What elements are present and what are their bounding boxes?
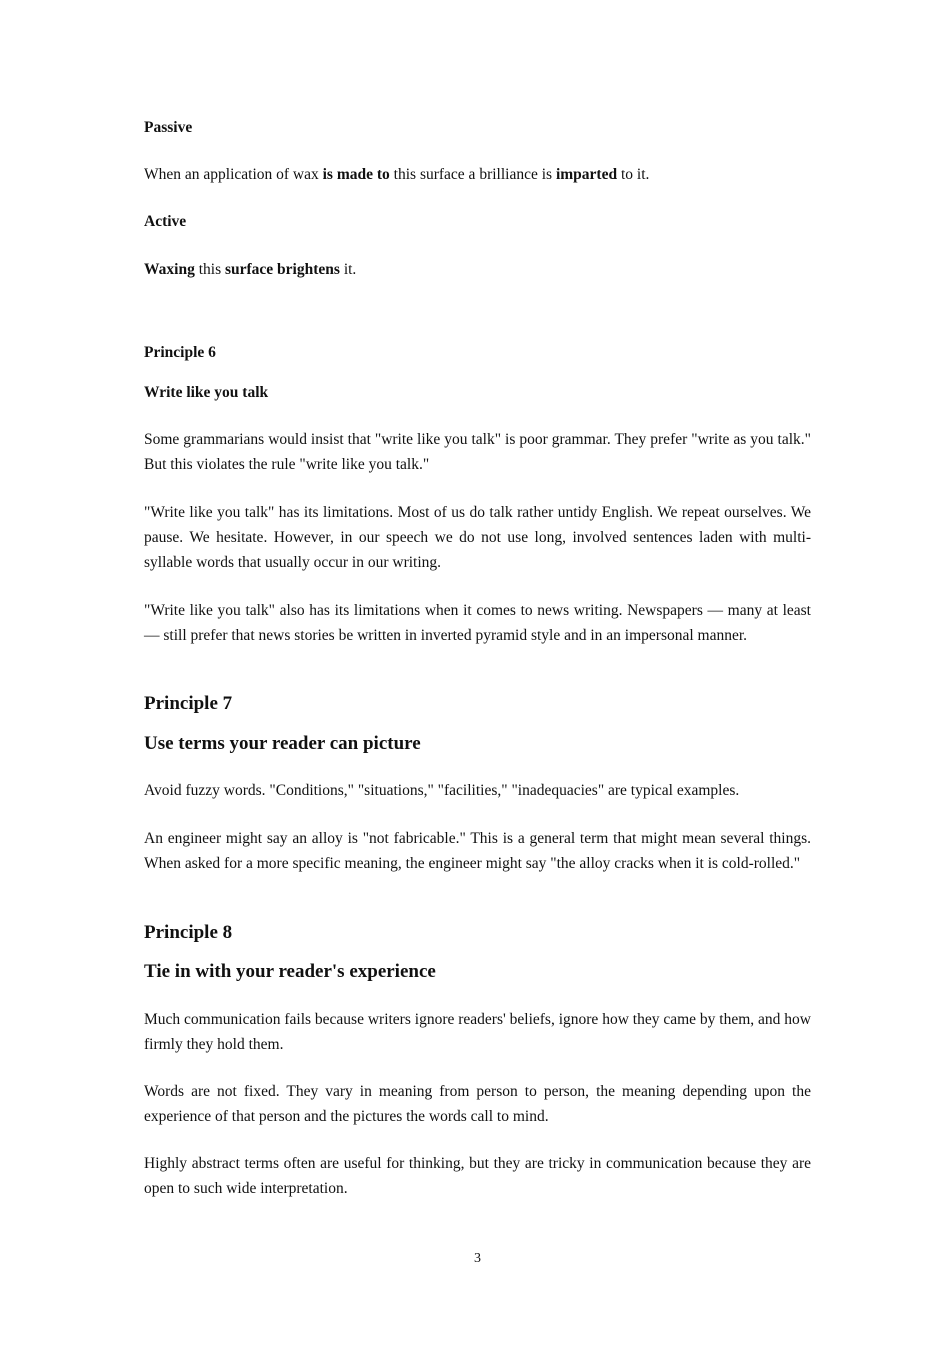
principle-8-number: Principle 8 [144,922,233,943]
page-number: 3 [474,1251,481,1266]
active-part: this [194,261,225,278]
principle-7-title: Use terms your reader can picture [144,733,421,754]
principle-7-number: Principle 7 [144,693,233,714]
principle-8-paragraph: Words are not fixed. They vary in meaning from person to person, the meaning depending upon the experience of that person and the pictures the words call to mind. [144,1083,811,1125]
principle-7-paragraph: Avoid fuzzy words. "Conditions," "situations," "facilities," "inadequacies" are typical examples. [144,782,740,799]
passive-part: to it. [617,166,650,183]
principle-6-paragraph: "Write like you talk" also has its limitations when it comes to news writing. Newspapers — many at least — still prefer that news stories be written in inverted pyramid style and in an impersonal manner. [144,602,811,644]
passive-part-bold: is made to [322,166,390,183]
active-example-sentence [144,260,356,280]
active-part-bold: surface brightens [224,261,340,278]
passive-part-bold: imparted [555,166,618,183]
principle-8-paragraph: Highly abstract terms often are useful for thinking, but they are tricky in communication because they are open to such wide interpretation. [144,1155,811,1197]
active-part: it. [339,261,357,278]
principle-6-number: Principle 6 [144,344,216,361]
principle-8-paragraph: Much communication fails because writers ignore readers' beliefs, ignore how they came by them, and how firmly they hold them. [144,1011,811,1053]
passive-part: this surface a brilliance is [389,166,556,183]
principle-6-paragraph: "Write like you talk" has its limitations. Most of us do talk rather untidy English. We repeat ourselves. We pause. We hesitate. However, in our speech we do not use long, involved sentences laden with multi-syllable words that usually occur in our writing. [144,504,811,571]
passive-label: Passive [144,119,193,136]
passive-example-sentence [144,165,649,185]
principle-8-title: Tie in with your reader's experience [144,961,436,982]
active-part-bold: Waxing [144,261,195,278]
principle-7-paragraph: An engineer might say an alloy is "not fabricable." This is a general term that might mean several things. When asked for a more specific meaning, the engineer might say "the alloy cracks when it is cold-rolled." [144,830,811,872]
principle-6-title: Write like you talk [144,384,269,401]
active-label: Active [144,213,187,230]
principle-6-paragraph: Some grammarians would insist that "write like you talk" is poor grammar. They prefer "write as you talk." But this violates the rule "write like you talk." [144,431,811,473]
passive-part: When an application of wax [144,166,323,183]
